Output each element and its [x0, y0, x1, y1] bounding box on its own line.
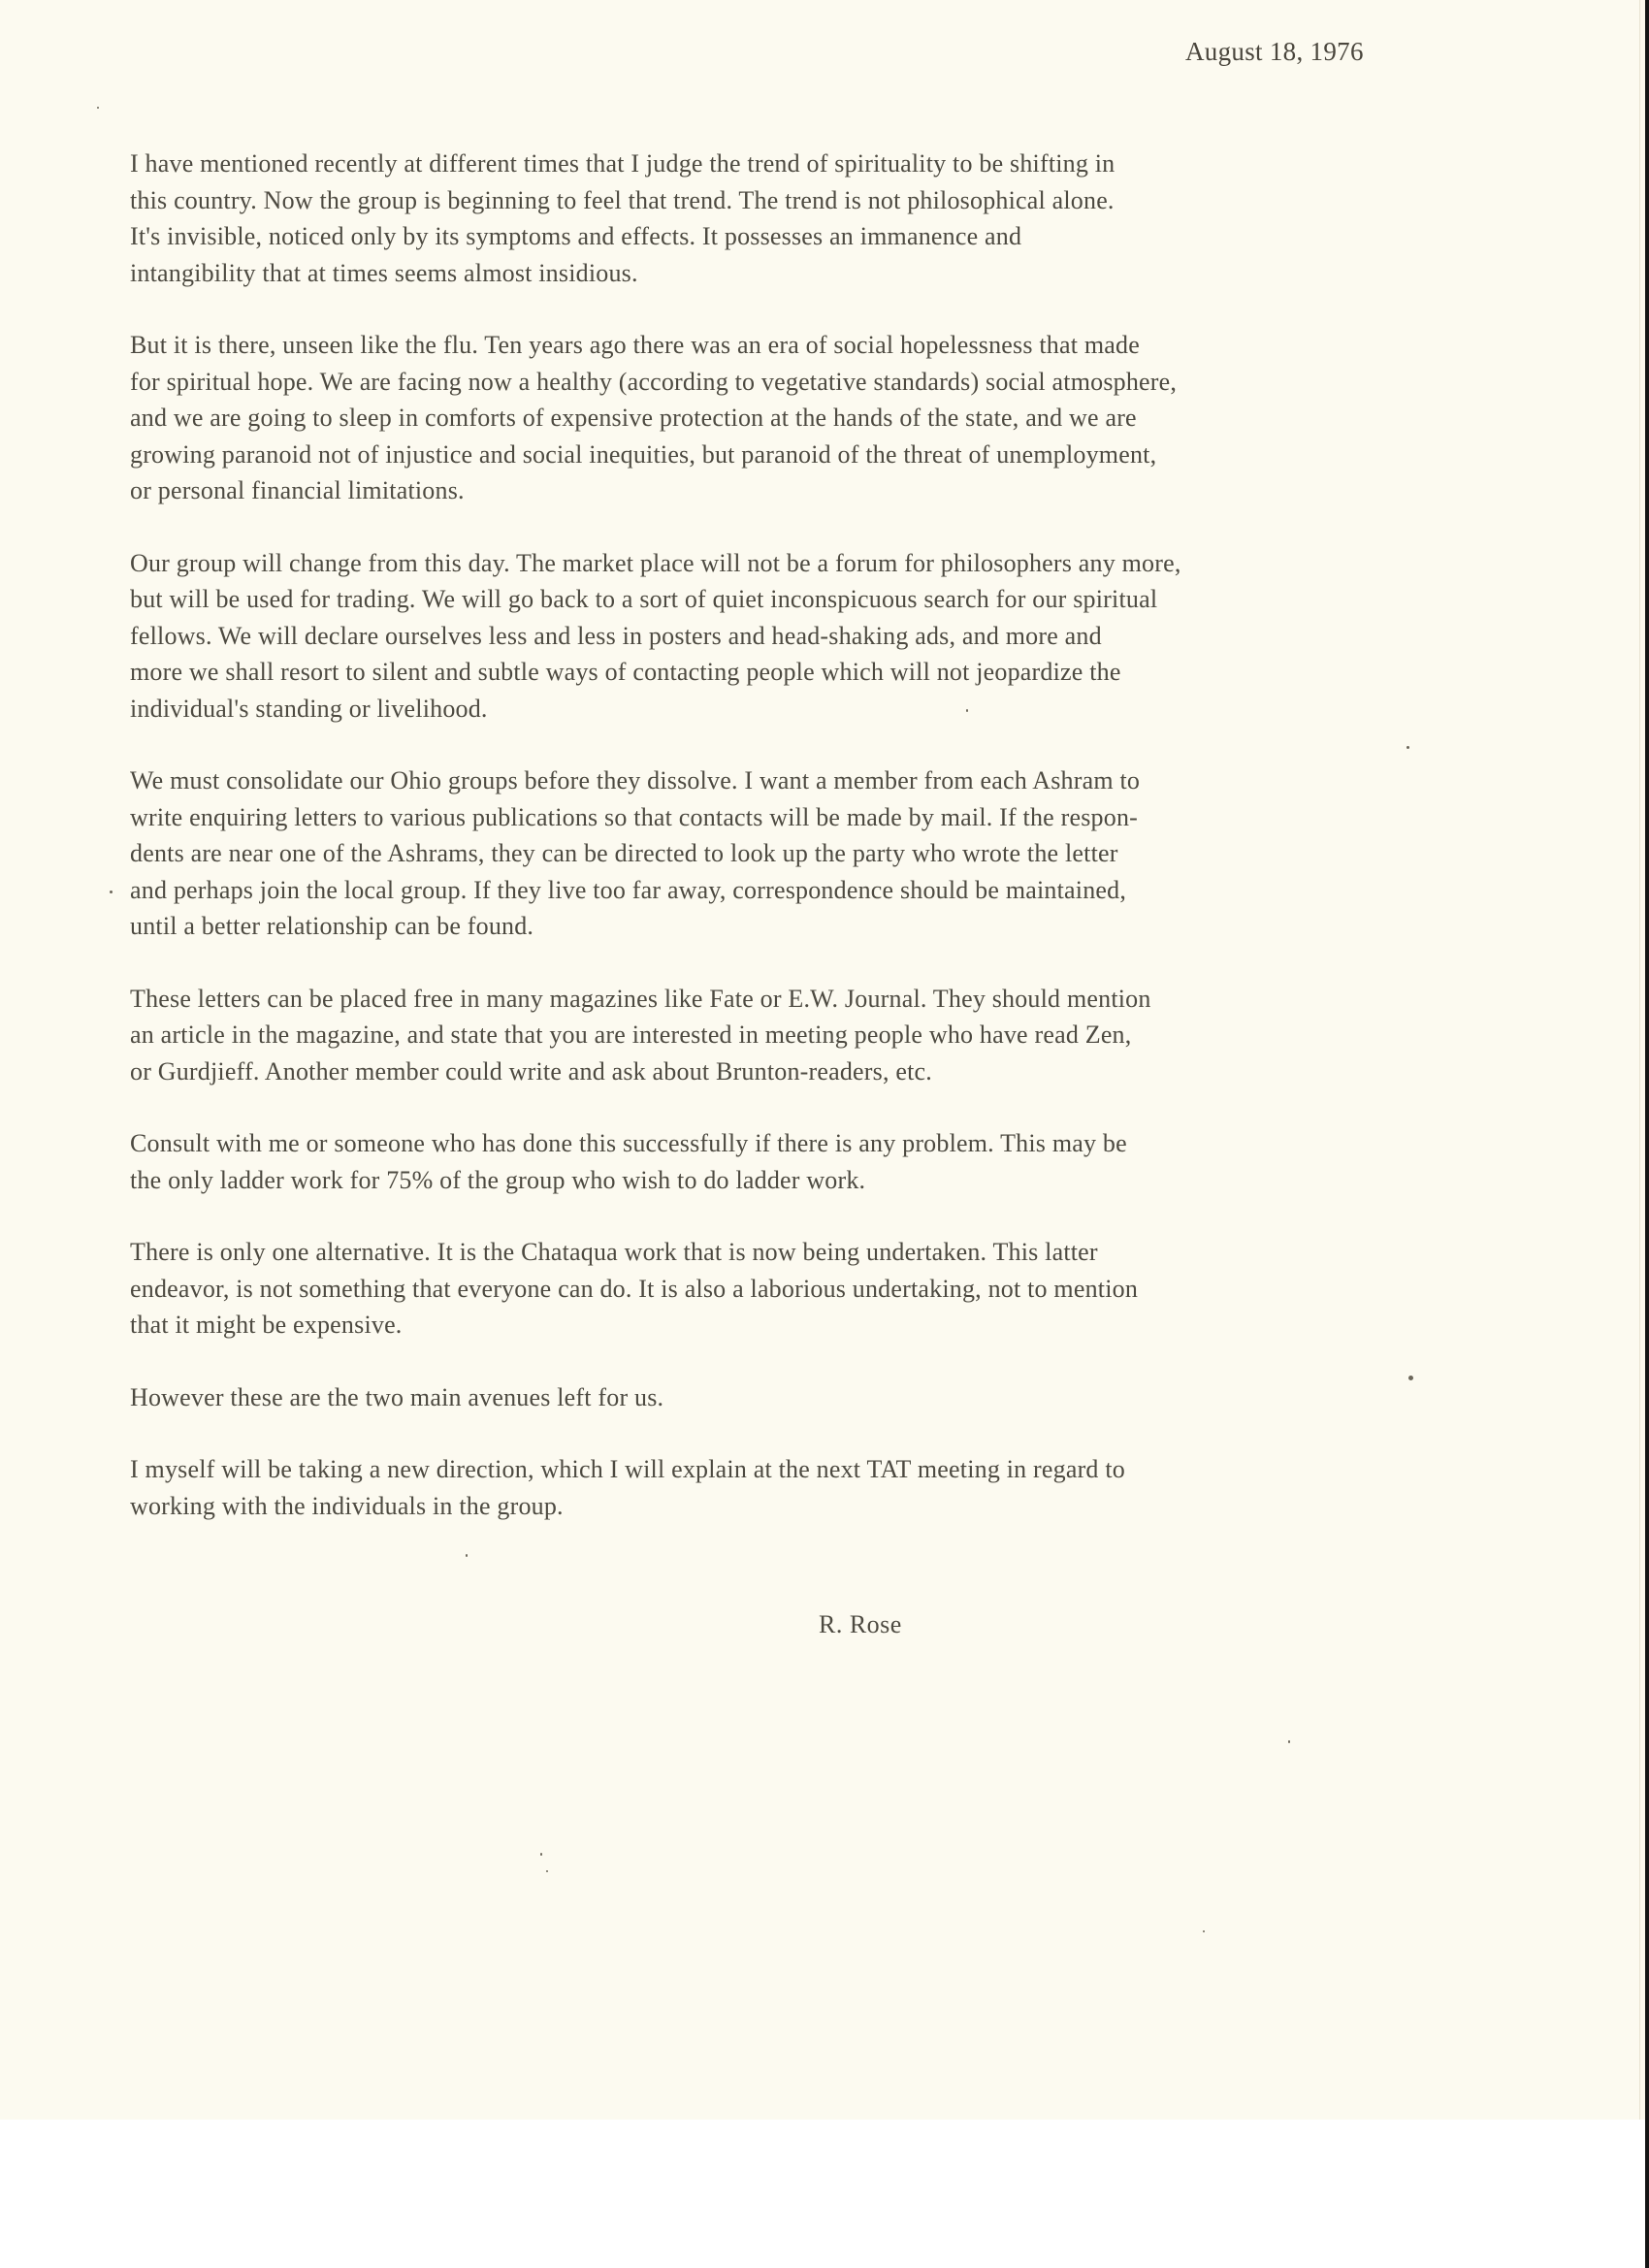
text-line: working with the individuals in the group. [130, 1491, 564, 1520]
text-line: that it might be expensive. [130, 1311, 403, 1339]
text-line: However these are the two main avenues left for us. [130, 1382, 664, 1411]
text-line: growing paranoid not of injustice and social inequities, but paranoid of the threat of unemployment, [130, 439, 1157, 469]
scan-speck [966, 709, 968, 712]
paragraph-8 [130, 1379, 1585, 1416]
text-line: for spiritual hope. We are facing now a healthy (according to vegetative standards) social atmosphere, [130, 367, 1178, 396]
text-line: Our group will change from this day. The market place will not be a forum for philosophers any more, [130, 548, 1181, 577]
text-line: or personal financial limitations. [130, 476, 465, 504]
paragraph-5 [130, 981, 1585, 1090]
paragraph-3 [130, 545, 1585, 728]
paragraph-2 [130, 327, 1585, 509]
text-line: There is only one alternative. It is the Chataqua work that is now being undertaken. This latter [130, 1238, 1098, 1266]
scan-speck [1406, 746, 1409, 749]
text-line: dents are near one of the Ashrams, they can be directed to look up the party who wrote the letter [130, 839, 1118, 867]
paragraph-4 [130, 762, 1585, 945]
text-line: It's invisible, noticed only by its symptoms and effects. It possesses an immanence and [130, 222, 1022, 250]
text-line: but will be used for trading. We will go back to a sort of quiet inconspicuous search for our spiritual [130, 585, 1158, 613]
scan-edge-shadow [1645, 0, 1649, 2268]
letter-body [130, 146, 1585, 1560]
scan-speck [97, 107, 99, 109]
text-line: Consult with me or someone who has done this successfully if there is any problem. This may be [130, 1129, 1127, 1157]
scan-speck [1203, 1930, 1205, 1932]
text-line: write enquiring letters to various publications so that contacts will be made by mail. If the respon- [130, 802, 1138, 831]
text-line: But it is there, unseen like the flu. Ten years ago there was an era of social hopelessness that made [130, 331, 1140, 359]
text-line: I myself will be taking a new direction, which I will explain at the next TAT meeting in regard to [130, 1455, 1125, 1483]
scan-speck [466, 1554, 468, 1557]
text-line: or Gurdjieff. Another member could write and ask about Brunton-readers, etc. [130, 1056, 932, 1085]
text-line: an article in the magazine, and state that you are interested in meeting people who have read Zen, [130, 1021, 1132, 1049]
text-line: individual's standing or livelihood. [130, 694, 488, 723]
paragraph-7 [130, 1234, 1585, 1344]
paragraph-6 [130, 1125, 1585, 1198]
text-line: and perhaps join the local group. If they live too far away, correspondence should be maintained, [130, 875, 1127, 904]
scan-speck [1288, 1740, 1290, 1743]
text-line: We must consolidate our Ohio groups before they dissolve. I want a member from each Ashram to [130, 766, 1141, 794]
scan-speck [1408, 1376, 1413, 1380]
scan-speck [540, 1853, 542, 1856]
text-line: until a better relationship can be found. [130, 912, 534, 940]
text-line: intangibility that at times seems almost insidious. [130, 258, 638, 287]
text-line: These letters can be placed free in many magazines like Fate or E.W. Journal. They should mention [130, 984, 1151, 1013]
signature: R. Rose [819, 1610, 902, 1638]
text-line: endeavor, is not something that everyone can do. It is also a laborious undertaking, not to mention [130, 1274, 1139, 1303]
text-line: I have mentioned recently at different times that I judge the trend of spirituality to be shifting in [130, 149, 1116, 178]
text-line: this country. Now the group is beginning to feel that trend. The trend is not philosophical alone. [130, 185, 1115, 214]
scan-speck [110, 891, 113, 893]
scan-speck [546, 1870, 548, 1872]
letter-date: August 18, 1976 [1185, 37, 1364, 66]
paragraph-1 [130, 146, 1585, 291]
text-line: the only ladder work for 75% of the group who wish to do ladder work. [130, 1165, 866, 1194]
paragraph-9 [130, 1451, 1585, 1524]
text-line: and we are going to sleep in comforts of expensive protection at the hands of the state, and we are [130, 404, 1137, 432]
text-line: fellows. We will declare ourselves less and less in posters and head-shaking ads, and more and [130, 621, 1102, 650]
text-line: more we shall resort to silent and subtle ways of contacting people which will not jeopardize the [130, 658, 1121, 686]
